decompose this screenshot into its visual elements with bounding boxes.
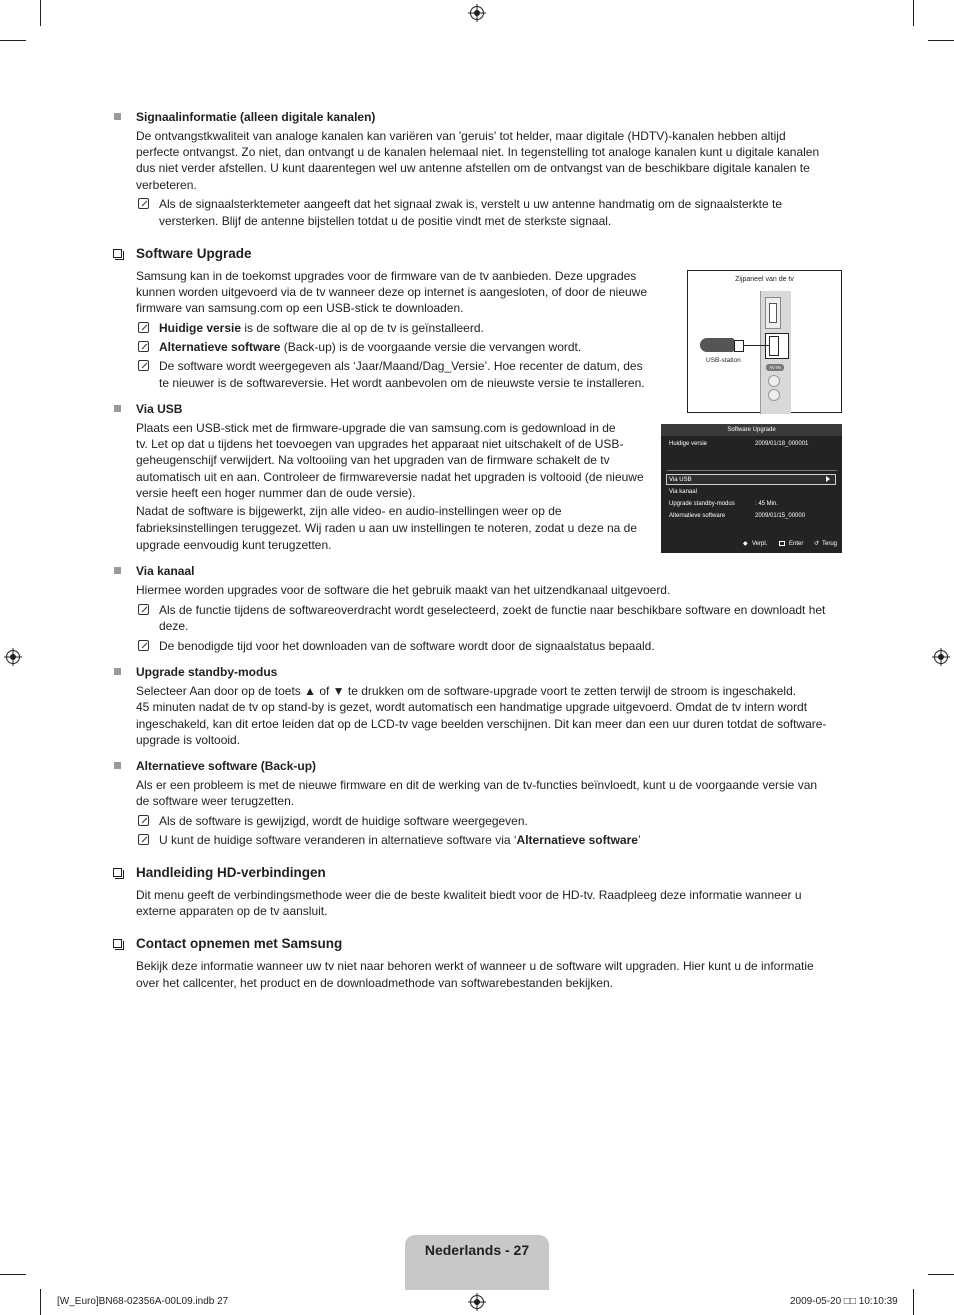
- software-upgrade-heading: Software Upgrade: [136, 246, 252, 261]
- software-upgrade-text: firmware van samsung.com op een USB-stick te downloaden.: [136, 301, 464, 315]
- print-slug-left: [W_Euro]BN68-02356A-00L09.indb 27: [57, 1296, 229, 1307]
- via-usb-text: upgrade eenvoudig kunt terugzetten.: [136, 538, 332, 552]
- port-circle: [768, 389, 780, 401]
- usb-stick-icon: [700, 338, 734, 352]
- alt-software-heading: Alternatieve software (Back-up): [136, 759, 317, 773]
- page-number: Nederlands - 27: [424, 1242, 530, 1258]
- software-upgrade-note: [159, 339, 581, 355]
- contact-text: over het callcenter, het product en de downloadmethode van softwarebestanden bekijken.: [136, 976, 613, 990]
- term-current-version: Huidige versie: [159, 321, 242, 335]
- standby-heading: Upgrade standby-modus: [136, 665, 278, 679]
- hd-text: externe apparaten op de tv aansluit.: [136, 904, 328, 918]
- section-box-icon: [113, 249, 122, 258]
- note-icon: [138, 198, 149, 209]
- signal-text: verbeteren.: [136, 178, 197, 192]
- software-upgrade-text: kunnen worden uitgevoerd via de tv wanneer deze op internet is aangesloten, of door de nieuwe: [136, 285, 648, 299]
- osd-menu-item-via-kanaal[interactable]: Via kanaal: [669, 489, 697, 495]
- osd-standby-value: : 45 Min.: [755, 501, 779, 507]
- signal-note: versterken. Blijf de antenne bijstellen totdat u de positie vindt met de sterkste signaal.: [159, 214, 612, 228]
- standby-text: ingeschakeld, kan dit ertoe leiden dat op de LCD-tv vage beelden verschijnen. Dit kan meer dan een uur duren totdat de software-: [136, 717, 827, 731]
- crop-mark: [0, 40, 26, 41]
- signal-heading: Signaalinformatie (alleen digitale kanalen): [136, 110, 376, 124]
- osd-current-label: Huidige versie: [669, 441, 708, 447]
- crop-mark: [928, 40, 954, 41]
- registration-mark-icon: [468, 1293, 486, 1311]
- osd-footer-move: Verpl.: [752, 541, 768, 547]
- signal-note: Als de signaalsterktemeter aangeeft dat het signaal zwak is, verstelt u uw antenne handmatig om de signaalsterkte te: [159, 197, 783, 211]
- usb-stick-connector: [734, 340, 744, 352]
- bullet-square-icon: [114, 567, 121, 574]
- term-alternative-software: Alternatieve software: [516, 833, 638, 847]
- software-upgrade-note: te nieuwer is de softwareversie. Het wordt aanbevolen om de nieuwste versie te installeren.: [159, 376, 645, 390]
- crop-mark: [913, 1289, 914, 1315]
- via-kanaal-note: deze.: [159, 619, 189, 633]
- registration-mark-icon: [468, 4, 486, 22]
- figure-panel-label: Zijpaneel van de tv: [735, 276, 794, 283]
- osd-return-icon: ↺: [814, 541, 820, 547]
- av-in-badge: AV IN: [766, 364, 784, 371]
- hdmi-slot: [769, 303, 777, 323]
- signal-text: perfecte ontvangst. Zo niet, dan ontvangt u de kanalen helemaal niet. In tegenstelling tot analoge kanalen kunt u digitale kanalen: [136, 145, 820, 159]
- standby-text: upgrade is voltooid.: [136, 733, 241, 747]
- bullet-square-icon: [114, 113, 121, 120]
- standby-text: 45 minuten nadat de tv op stand-by is gezet, wordt automatisch een handmatige upgrade uitgevoerd. Omdat de tv intern wordt: [136, 700, 808, 714]
- via-usb-text: tv. Let op dat u tijdens het toevoegen van upgrades het apparaat niet uitschakelt of de USB-: [136, 437, 624, 451]
- via-usb-text: Plaats een USB-stick met de firmware-upgrade die van samsung.com is gedownload in de: [136, 421, 616, 435]
- bullet-square-icon: [114, 762, 121, 769]
- crop-mark: [928, 1274, 954, 1275]
- section-box-icon: [113, 939, 122, 948]
- bullet-square-icon: [114, 668, 121, 675]
- note-text: ’: [637, 833, 641, 847]
- software-upgrade-note: De software wordt weergegeven als ‘Jaar/Maand/Dag_Versie’. Hoe recenter de datum, des: [159, 359, 643, 373]
- crop-mark: [40, 1289, 41, 1315]
- registration-mark-icon: [932, 648, 950, 666]
- alt-software-note: [159, 832, 641, 848]
- via-usb-text: geheugenschijf verwijdert. Na voltooiing van het upgraden van de firmware schakelt de tv: [136, 453, 610, 467]
- via-usb-text: Nadat de software is bijgewerkt, zijn alle video- en audio-instellingen weer op de: [136, 504, 562, 518]
- via-usb-text: versie heeft een hoger nummer dan de oude versie).: [136, 486, 416, 500]
- via-kanaal-note: De benodigde tijd voor het downloaden van de software wordt door de signaalstatus bepaald.: [159, 639, 655, 653]
- alt-software-note: Als de software is gewijzigd, wordt de huidige software weergegeven.: [159, 814, 528, 828]
- osd-divider: [667, 470, 837, 471]
- osd-menu-item-alternative[interactable]: Alternatieve software: [669, 513, 726, 519]
- osd-menu-label: Via USB: [669, 477, 692, 483]
- osd-enter-icon: [779, 541, 785, 546]
- usb-port: [769, 336, 779, 356]
- crop-mark: [913, 0, 914, 26]
- osd-alternative-value: 2009/01/15_00000: [755, 513, 806, 519]
- figure-usb-label: USB-station: [706, 357, 741, 364]
- via-kanaal-text: Hiermee worden upgrades voor de software die het gebruik maakt van het uitzendkanaal uitgevoerd.: [136, 583, 671, 597]
- print-slug-right: 2009-05-20 □□ 10:10:39: [790, 1296, 898, 1307]
- registration-mark-icon: [4, 648, 22, 666]
- note-icon: [138, 360, 149, 371]
- via-usb-text: automatisch uit en aan. Controleer de firmwareversie nadat het upgraden is voltooid (de nieuwe: [136, 470, 644, 484]
- note-icon: [138, 322, 149, 333]
- contact-text: Bekijk deze informatie wanneer uw tv niet naar behoren werkt of wanneer u de software wilt upgraden. Hier kunt u de informatie: [136, 959, 814, 973]
- via-usb-text: fabrieksinstellingen teruggezet. Wij raden u aan uw instellingen te noteren, zodat u deze na de: [136, 521, 637, 535]
- osd-updown-icon: ◆: [743, 541, 748, 547]
- via-usb-heading: Via USB: [136, 402, 183, 416]
- note-text: U kunt de huidige software veranderen in alternatieve software via ‘: [159, 833, 517, 847]
- note-text: (Back-up) is de voorgaande versie die vervangen wordt.: [280, 340, 582, 354]
- crop-mark: [0, 1274, 26, 1275]
- bullet-square-icon: [114, 405, 121, 412]
- hd-text: Dit menu geeft de verbindingsmethode weer die de beste kwaliteit biedt voor de HD-tv. Raadpleeg deze informatie wanneer u: [136, 888, 802, 902]
- section-box-icon: [113, 868, 122, 877]
- osd-arrow-right-icon: [826, 476, 830, 482]
- osd-title: Software Upgrade: [727, 427, 776, 433]
- note-icon: [138, 815, 149, 826]
- usb-cable-line: [743, 345, 769, 346]
- signal-text: De ontvangstkwaliteit van analoge kanalen kan variëren van 'geruis' tot helder, maar digitale (HDTV)-kanalen hebben altijd: [136, 129, 786, 143]
- osd-footer-enter: Enter: [789, 541, 804, 547]
- contact-heading: Contact opnemen met Samsung: [136, 936, 343, 951]
- alt-software-text: de software weer terugzetten.: [136, 794, 295, 808]
- osd-footer-back: Terug: [822, 541, 838, 547]
- software-upgrade-note: [159, 320, 484, 336]
- note-icon: [138, 604, 149, 615]
- note-icon: [138, 341, 149, 352]
- osd-menu-item-standby[interactable]: Upgrade standby-modus: [669, 501, 735, 507]
- alt-software-text: Als er een probleem is met de nieuwe firmware en dit de werking van de tv-functies beïnvloedt, kunt u de voorgaande versie van: [136, 778, 818, 792]
- tv-side-panel-figure: [687, 270, 842, 413]
- note-icon: [138, 834, 149, 845]
- via-kanaal-note: Als de functie tijdens de softwareoverdracht wordt geselecteerd, zoekt de functie naar beschikbare software en downloadt het: [159, 603, 826, 617]
- term-alternative-software: Alternatieve software: [159, 340, 281, 354]
- note-text: is de software die al op de tv is geïnstalleerd.: [241, 321, 484, 335]
- standby-text: Selecteer Aan door op de toets ▲ of ▼ te drukken om de software-upgrade voort te zetten terwijl de stroom is ingeschakeld.: [136, 684, 797, 698]
- crop-mark: [40, 0, 41, 26]
- software-upgrade-osd: [661, 424, 842, 553]
- note-icon: [138, 640, 149, 651]
- hd-heading: Handleiding HD-verbindingen: [136, 865, 326, 880]
- via-kanaal-heading: Via kanaal: [136, 564, 195, 578]
- signal-text: dus niet verder afstellen. U kunt daarentegen wel uw antenne afstellen om de ontvangst van de beschikbare digitale kanalen te: [136, 161, 810, 175]
- software-upgrade-text: Samsung kan in de toekomst upgrades voor de firmware van de tv aanbieden. Deze upgrades: [136, 269, 637, 283]
- osd-current-value: 2009/01/18_000001: [755, 441, 809, 447]
- port-circle: [768, 375, 780, 387]
